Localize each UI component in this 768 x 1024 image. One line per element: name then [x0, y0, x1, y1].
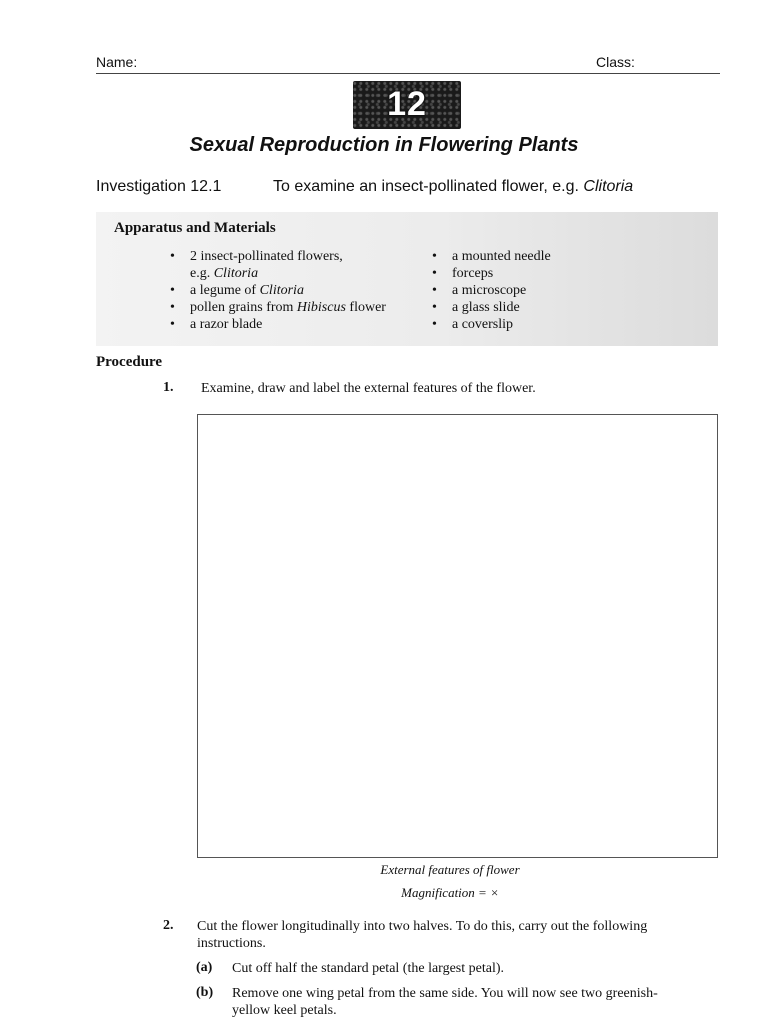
investigation-title-species: Clitoria	[583, 178, 634, 195]
substep-text	[232, 985, 672, 1019]
chapter-number-badge	[353, 81, 461, 129]
list-item-text	[190, 265, 430, 282]
list-item-text: a coverslip	[452, 317, 514, 332]
apparatus-panel	[96, 212, 718, 346]
step-text: Examine, draw and label the external features of the flower.	[201, 381, 536, 396]
list-item-species: Hibiscus	[296, 300, 346, 315]
list-item	[170, 248, 430, 282]
list-item	[170, 282, 430, 299]
substep-text-line: Remove one wing petal from the same side. You will now see two greenish-	[232, 986, 658, 1001]
list-item-text: a microscope	[452, 283, 527, 298]
magnification-label: Magnification = ×	[401, 885, 499, 900]
list-item-text-part: pollen grains from	[190, 300, 297, 315]
name-label: Name:	[96, 54, 138, 70]
drawing-area[interactable]	[197, 414, 718, 858]
step-text-line: instructions.	[197, 936, 266, 951]
chapter-number: 12	[387, 85, 427, 123]
step-text-line: Cut the flower longitudinally into two halves. To do this, carry out the following	[197, 919, 648, 934]
figure-caption: External features of flower	[380, 862, 520, 877]
step-number: 1.	[163, 380, 174, 395]
substep-label: (b)	[196, 985, 214, 1000]
class-label: Class:	[596, 54, 635, 70]
bullet: •	[170, 300, 175, 315]
bullet: •	[432, 317, 437, 332]
list-item	[170, 316, 430, 333]
investigation-title	[273, 178, 633, 196]
apparatus-heading: Apparatus and Materials	[114, 220, 276, 236]
substep-label: (a)	[196, 960, 213, 975]
substep-text-line: yellow keel petals.	[232, 1003, 337, 1018]
substep-text: Cut off half the standard petal (the largest petal).	[232, 961, 505, 976]
step-number: 2.	[163, 918, 174, 933]
step-text	[197, 918, 647, 952]
header-rule	[96, 73, 720, 74]
list-item-text-part: a razor blade	[190, 317, 263, 332]
list-item-text-part: flower	[345, 300, 386, 315]
list-item-text: 2 insect-pollinated flowers,	[190, 249, 343, 264]
bullet: •	[432, 283, 437, 298]
list-item	[432, 248, 692, 265]
list-item-text: a mounted needle	[452, 249, 551, 264]
bullet: •	[432, 300, 437, 315]
apparatus-list-left	[170, 248, 430, 333]
bullet: •	[170, 317, 175, 332]
list-item-text-part: a legume of	[190, 283, 260, 298]
chapter-title: Sexual Reproduction in Flowering Plants	[189, 134, 579, 156]
apparatus-list-right	[432, 248, 692, 333]
bullet: •	[170, 283, 175, 298]
list-item-text: forceps	[452, 266, 494, 281]
list-item-text-part: e.g.	[190, 266, 214, 281]
list-item-species: Clitoria	[259, 283, 304, 298]
list-item-species: Clitoria	[213, 266, 259, 281]
list-item-text: a glass slide	[452, 300, 520, 315]
bullet: •	[432, 266, 437, 281]
bullet: •	[432, 249, 437, 264]
list-item	[432, 282, 692, 299]
investigation-number: Investigation 12.1	[96, 178, 222, 195]
list-item	[170, 299, 430, 316]
list-item	[432, 265, 692, 282]
procedure-heading: Procedure	[96, 354, 163, 370]
investigation-title-text: To examine an insect-pollinated flower, e.g.	[273, 178, 584, 195]
list-item	[432, 299, 692, 316]
bullet: •	[170, 249, 175, 264]
list-item	[432, 316, 692, 333]
